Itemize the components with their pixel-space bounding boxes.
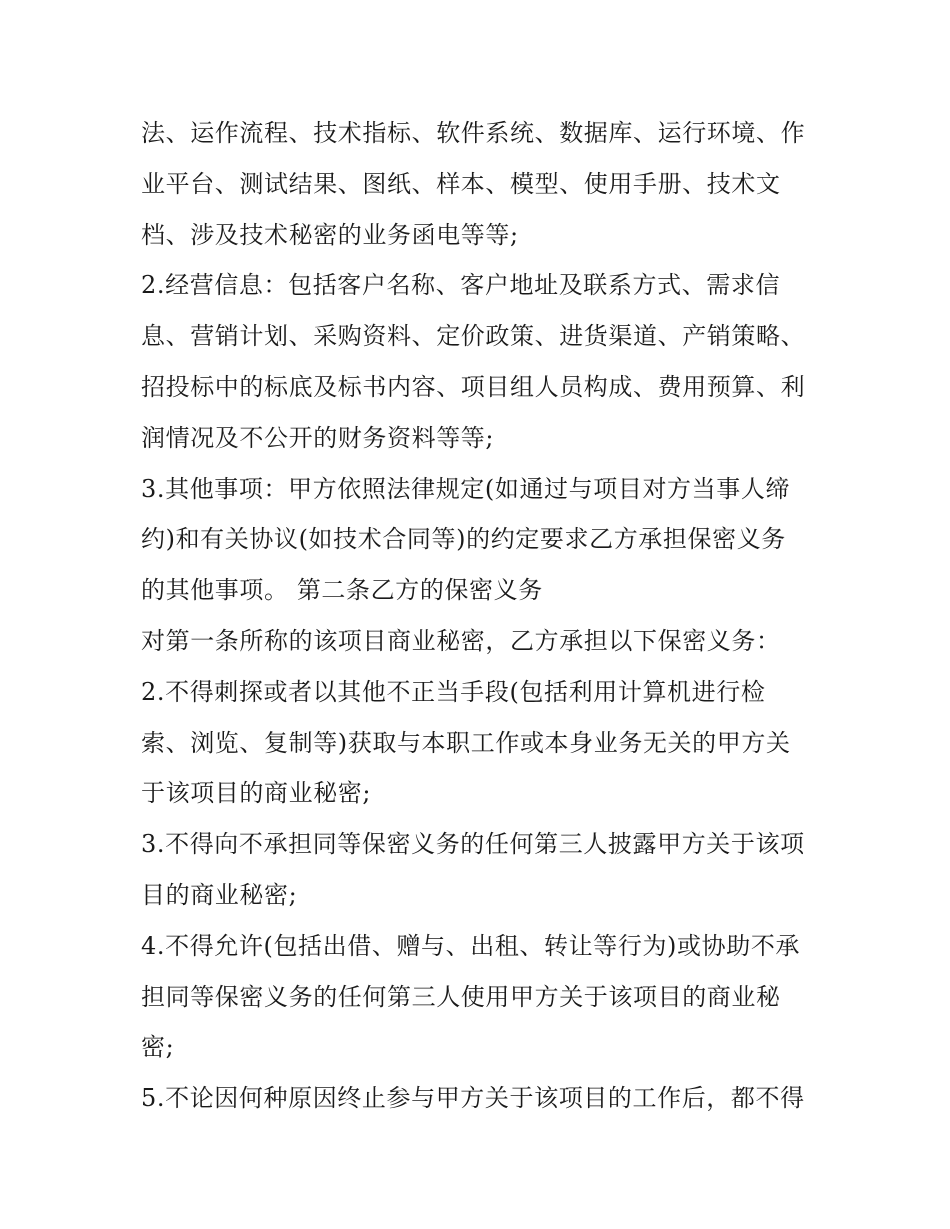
text-line: 索、浏览、复制等)获取与本职工作或本身业务无关的甲方关 — [141, 728, 791, 757]
text-line: 档、涉及技术秘密的业务函电等等; — [141, 220, 519, 249]
text-line: 约)和有关协议(如技术合同等)的约定要求乙方承担保密义务 — [141, 525, 786, 554]
text-line: 担同等保密义务的任何第三人使用甲方关于该项目的商业秘 — [141, 982, 781, 1011]
text-line: 3.不得向不承担同等保密义务的任何第三人披露甲方关于该项 — [141, 830, 805, 859]
text-line: 的其他事项。 第二条乙方的保密义务 — [141, 576, 543, 605]
text-line: 业平台、测试结果、图纸、样本、模型、使用手册、技术文 — [141, 169, 781, 198]
text-line: 2.经营信息：包括客户名称、客户地址及联系方式、需求信 — [141, 271, 781, 300]
text-line: 对第一条所称的该项目商业秘密，乙方承担以下保密义务： — [141, 626, 781, 655]
text-line: 4.不得允许(包括出借、赠与、出租、转让等行为)或协助不承 — [141, 931, 801, 960]
text-line: 润情况及不公开的财务资料等等; — [141, 423, 495, 452]
text-line: 招投标中的标底及标书内容、项目组人员构成、费用预算、利 — [141, 372, 806, 401]
text-line: 法、运作流程、技术指标、软件系统、数据库、运行环境、作 — [141, 119, 806, 147]
text-line: 2.不得刺探或者以其他不正当手段(包括利用计算机进行检 — [141, 677, 766, 706]
text-line: 于该项目的商业秘密; — [141, 779, 372, 808]
document-body — [141, 108, 821, 1124]
text-line: 5.不论因何种原因终止参与甲方关于该项目的工作后，都不得 — [141, 1084, 805, 1113]
text-line: 目的商业秘密; — [141, 880, 298, 909]
text-line: 息、营销计划、采购资料、定价政策、进货渠道、产销策略、 — [141, 322, 806, 351]
text-line: 密; — [141, 1033, 175, 1062]
text-line: 3.其他事项：甲方依照法律规定(如通过与项目对方当事人缔 — [141, 474, 791, 503]
